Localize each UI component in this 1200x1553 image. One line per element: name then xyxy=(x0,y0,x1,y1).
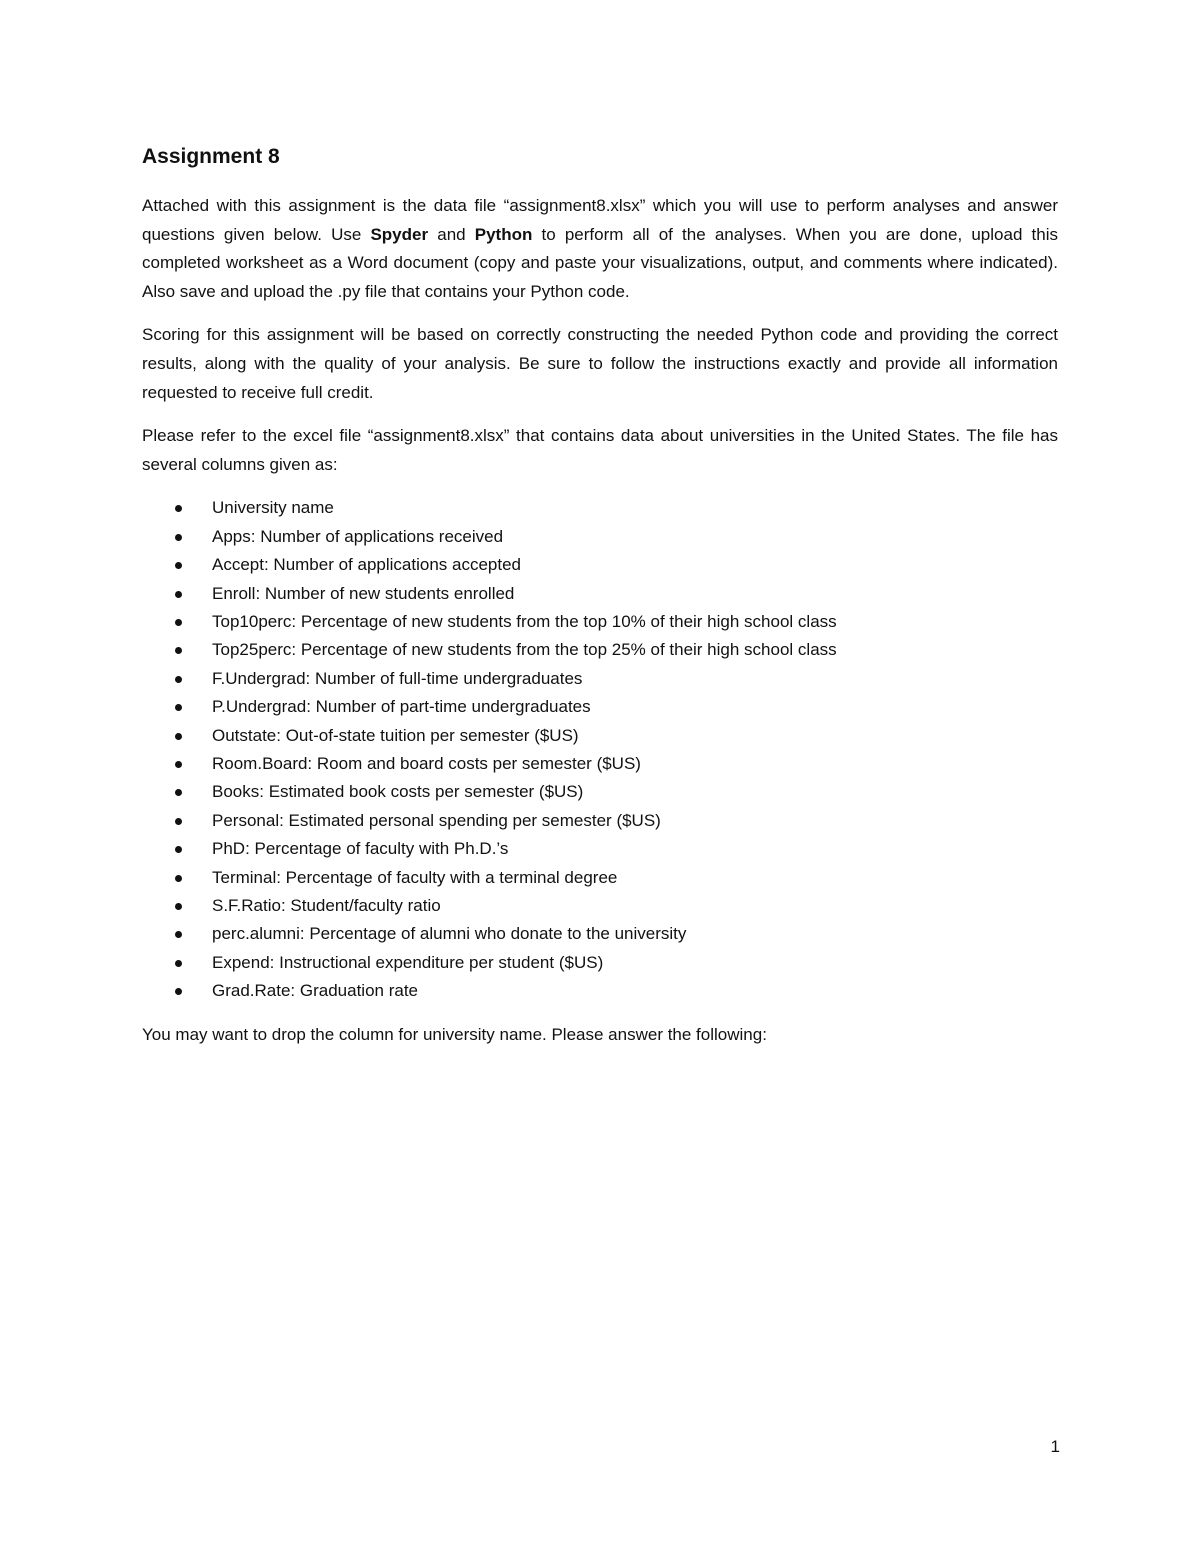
list-item xyxy=(142,920,1058,948)
list-item-text: Expend: Instructional expenditure per student ($US) xyxy=(212,952,604,972)
list-item-text: F.Undergrad: Number of full-time undergraduates xyxy=(212,668,583,688)
closing-paragraph: You may want to drop the column for university name. Please answer the following: xyxy=(142,1024,767,1044)
bullet-icon xyxy=(175,761,182,768)
list-item-text: P.Undergrad: Number of part-time undergraduates xyxy=(212,697,591,717)
list-item xyxy=(142,864,1058,892)
python-emphasis: Python xyxy=(474,224,533,244)
list-item xyxy=(142,551,1058,579)
bullet-icon xyxy=(175,647,182,654)
list-item-text: Terminal: Percentage of faculty with a terminal degree xyxy=(212,867,618,887)
bullet-icon xyxy=(175,562,182,569)
list-item xyxy=(142,722,1058,750)
list-item xyxy=(142,494,1058,522)
list-item-text: Outstate: Out-of-state tuition per semester ($US) xyxy=(212,725,579,745)
list-item xyxy=(142,807,1058,835)
column-list xyxy=(142,494,1058,1005)
document-title: Assignment 8 xyxy=(142,145,280,168)
list-item xyxy=(142,608,1058,636)
bullet-icon xyxy=(175,733,182,740)
list-item xyxy=(142,835,1058,863)
intro-paragraph xyxy=(142,192,1058,306)
list-item xyxy=(142,523,1058,551)
list-item-text: Personal: Estimated personal spending per semester ($US) xyxy=(212,810,661,830)
list-item-text: perc.alumni: Percentage of alumni who donate to the university xyxy=(212,924,687,944)
list-item xyxy=(142,750,1058,778)
bullet-icon xyxy=(175,704,182,711)
list-item-text: Books: Estimated book costs per semester ($US) xyxy=(212,782,584,802)
bullet-icon xyxy=(175,676,182,683)
bullet-icon xyxy=(175,931,182,938)
bullet-icon xyxy=(175,789,182,796)
scoring-paragraph: Scoring for this assignment will be based on correctly constructing the needed Python code and providing the correct results, along with the quality of your analysis. Be sure to follow the instructions exactly and provide all information requested to receive full credit. xyxy=(142,325,1058,402)
bullet-icon xyxy=(175,818,182,825)
bullet-icon xyxy=(175,591,182,598)
list-item-text: University name xyxy=(212,498,334,518)
list-item-text: Accept: Number of applications accepted xyxy=(212,555,522,575)
bullet-icon xyxy=(175,846,182,853)
page-number: 1 xyxy=(1050,1437,1060,1456)
intro-text-2: and xyxy=(428,224,475,244)
bullet-icon xyxy=(175,619,182,626)
intro-text-1: Attached with this assignment is the data file “assignment8.xlsx” which you will use to perform analyses and answer questions given below. Use xyxy=(142,196,1058,244)
list-item-text: Enroll: Number of new students enrolled xyxy=(212,583,515,603)
list-item xyxy=(142,949,1058,977)
page-content xyxy=(142,142,1058,1064)
bullet-icon xyxy=(175,875,182,882)
bullet-icon xyxy=(175,534,182,541)
bullet-icon xyxy=(175,505,182,512)
list-item-text: Top10perc: Percentage of new students from the top 10% of their high school class xyxy=(212,611,837,631)
list-item xyxy=(142,580,1058,608)
list-item-text: Room.Board: Room and board costs per semester ($US) xyxy=(212,754,641,773)
list-item xyxy=(142,778,1058,806)
list-item-text: Top25perc: Percentage of new students from the top 25% of their high school class xyxy=(212,640,837,660)
spyder-emphasis: Spyder xyxy=(370,224,429,244)
bullet-icon xyxy=(175,988,182,995)
list-item xyxy=(142,636,1058,664)
list-item xyxy=(142,977,1058,1005)
list-item-text: PhD: Percentage of faculty with Ph.D.’s xyxy=(212,839,509,859)
list-item xyxy=(142,693,1058,721)
list-item-text: Grad.Rate: Graduation rate xyxy=(212,981,419,1001)
list-item xyxy=(142,665,1058,693)
bullet-icon xyxy=(175,960,182,967)
list-item-text: S.F.Ratio: Student/faculty ratio xyxy=(212,896,441,916)
data-file-paragraph: Please refer to the excel file “assignment8.xlsx” that contains data about universities in the United States. The file has several columns given as: xyxy=(142,426,1058,474)
list-item-text: Apps: Number of applications received xyxy=(212,526,504,546)
bullet-icon xyxy=(175,903,182,910)
intro-text-3: to perform all of the analyses. When you are done, upload this completed worksheet as a Word document (copy and paste your visualizations, output, and comments where indicated). Also save and upload the .py file that contains your Python code. xyxy=(142,224,1058,301)
list-item xyxy=(142,892,1058,920)
